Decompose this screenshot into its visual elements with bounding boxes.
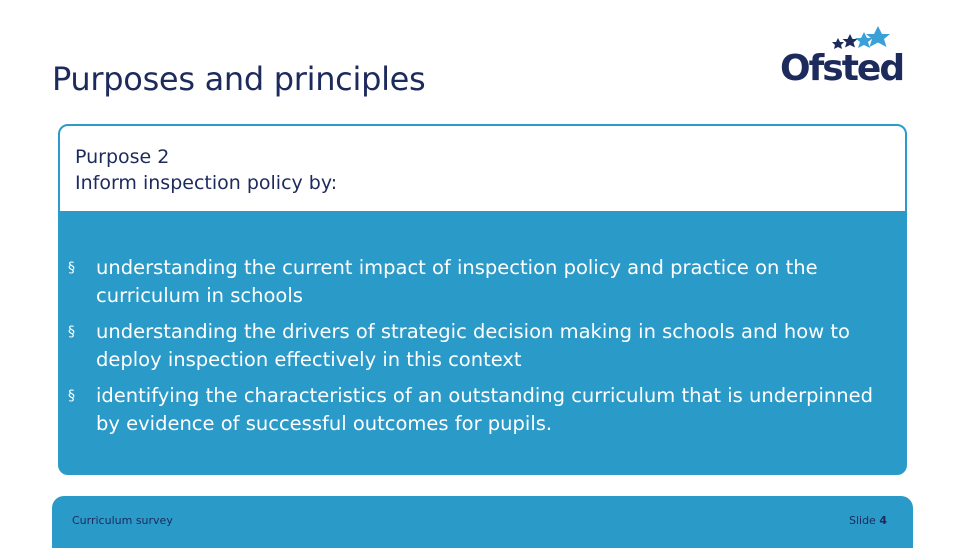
panel-header: [60, 126, 905, 211]
list-item: [68, 382, 898, 438]
bullet-icon: §: [68, 260, 75, 276]
bullet-list: [68, 254, 898, 446]
purpose-label: Purpose 2: [75, 146, 170, 168]
list-item: [68, 254, 898, 310]
purpose-description: Inform inspection policy by:: [75, 172, 338, 194]
slide-title: Purposes and principles: [52, 60, 426, 98]
bullet-text: understanding the current impact of inspection policy and practice on the curriculum in schools: [96, 256, 818, 307]
list-item: [68, 318, 898, 374]
ofsted-logo: [778, 26, 904, 90]
bullet-icon: §: [68, 388, 75, 404]
bullet-text: understanding the drivers of strategic decision making in schools and how to deploy inspection effectively in this context: [96, 320, 850, 371]
panel-heading: [75, 144, 337, 196]
slide-number-label: [849, 514, 887, 527]
bullet-text: identifying the characteristics of an outstanding curriculum that is underpinned by evidence of successful outcomes for pupils.: [96, 384, 874, 435]
slide-footer: [52, 496, 913, 548]
purpose-panel: [58, 124, 907, 475]
slide-number: 4: [879, 514, 887, 527]
slide-label: Slide: [848, 514, 876, 527]
bullet-icon: §: [68, 324, 75, 340]
footer-caption: Curriculum survey: [72, 514, 173, 527]
logo-wordmark: Ofsted: [780, 48, 904, 89]
